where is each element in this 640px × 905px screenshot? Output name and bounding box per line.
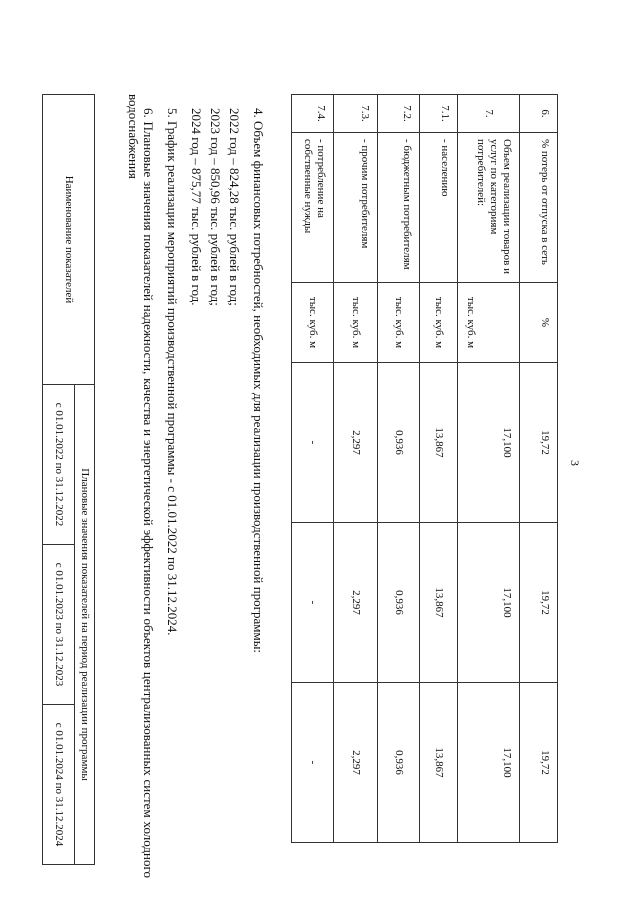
page-number: 3 — [568, 460, 582, 466]
row-number: 6. — [520, 95, 558, 133]
row-unit: тыс. куб. м — [334, 283, 378, 363]
value-2022: 0,936 — [378, 363, 420, 523]
section-6-text: 6. Плановые значения показателей надежности, качества и энергетической эффективности объектов централизованных систем холодного водоснабжения — [126, 94, 157, 878]
value-2023: 2,297 — [334, 523, 378, 683]
period-header-2022: с 01.01.2022 по 31.12.2022 — [42, 385, 74, 545]
value-2022: 2,297 — [334, 363, 378, 523]
row-name: - прочим потребителям — [334, 133, 378, 283]
planned-values-table — [42, 94, 95, 865]
value-2024: 2,297 — [334, 683, 378, 843]
table-row — [292, 95, 334, 843]
value-2024: 0,936 — [378, 683, 420, 843]
row-name: - бюджетным потребителям — [378, 133, 420, 283]
value-2023: 13,867 — [420, 523, 458, 683]
table-row — [420, 95, 458, 843]
period-header-2023: с 01.01.2023 по 31.12.2023 — [42, 545, 74, 705]
row-unit: тыс. куб. м — [420, 283, 458, 363]
table-row — [334, 95, 378, 843]
value-2022: 17,100 — [458, 363, 520, 523]
table-row — [378, 95, 420, 843]
row-unit: тыс. куб. м — [378, 283, 420, 363]
finance-line-2023: 2023 год – 850,96 тыс. рублей в год; — [208, 108, 224, 306]
indicators-table — [291, 94, 558, 843]
table-row — [74, 95, 94, 865]
row-number: 7.4. — [292, 95, 334, 133]
section-5-text: 5. График реализации мероприятий производственной программы - с 01.01.2022 по 31.12.2024. — [165, 108, 181, 636]
value-2024: 19,72 — [520, 683, 558, 843]
period-header-2024: с 01.01.2024 по 31.12.2024 — [42, 705, 74, 865]
table-row — [458, 95, 520, 843]
row-name: - населению — [420, 133, 458, 283]
value-2023: 19,72 — [520, 523, 558, 683]
row-name: % потерь от отпуска в сеть — [520, 133, 558, 283]
section-4-heading: 4. Объем финансовых потребностей, необходимых для реализации производственной программы: — [251, 108, 266, 654]
column-header-name: Наименование показателей — [42, 95, 94, 385]
row-unit: тыс. куб. м — [458, 283, 520, 363]
value-2022: - — [292, 363, 334, 523]
value-2023: - — [292, 523, 334, 683]
value-2024: - — [292, 683, 334, 843]
finance-line-2024: 2024 год – 875,77 тыс. рублей в год. — [189, 108, 205, 306]
row-unit: % — [520, 283, 558, 363]
value-2022: 13,867 — [420, 363, 458, 523]
value-2024: 17,100 — [458, 683, 520, 843]
value-2023: 17,100 — [458, 523, 520, 683]
row-number: 7.1. — [420, 95, 458, 133]
text-body — [116, 94, 265, 878]
row-unit: тыс. куб. м — [292, 283, 334, 363]
value-2024: 13,867 — [420, 683, 458, 843]
row-number: 7.3. — [334, 95, 378, 133]
row-name: - потребление на собственные нужды — [292, 133, 334, 283]
value-2022: 19,72 — [520, 363, 558, 523]
column-header-group: Плановые значения показателей на период реализации программы — [74, 385, 94, 865]
row-number: 7. — [458, 95, 520, 133]
table-row — [520, 95, 558, 843]
row-name: Объем реализации товаров и услуг по категориям потребителей: — [458, 133, 520, 283]
value-2023: 0,936 — [378, 523, 420, 683]
finance-line-2022: 2022 год – 824,28 тыс. рублей в год; — [227, 108, 243, 306]
row-number: 7.2. — [378, 95, 420, 133]
